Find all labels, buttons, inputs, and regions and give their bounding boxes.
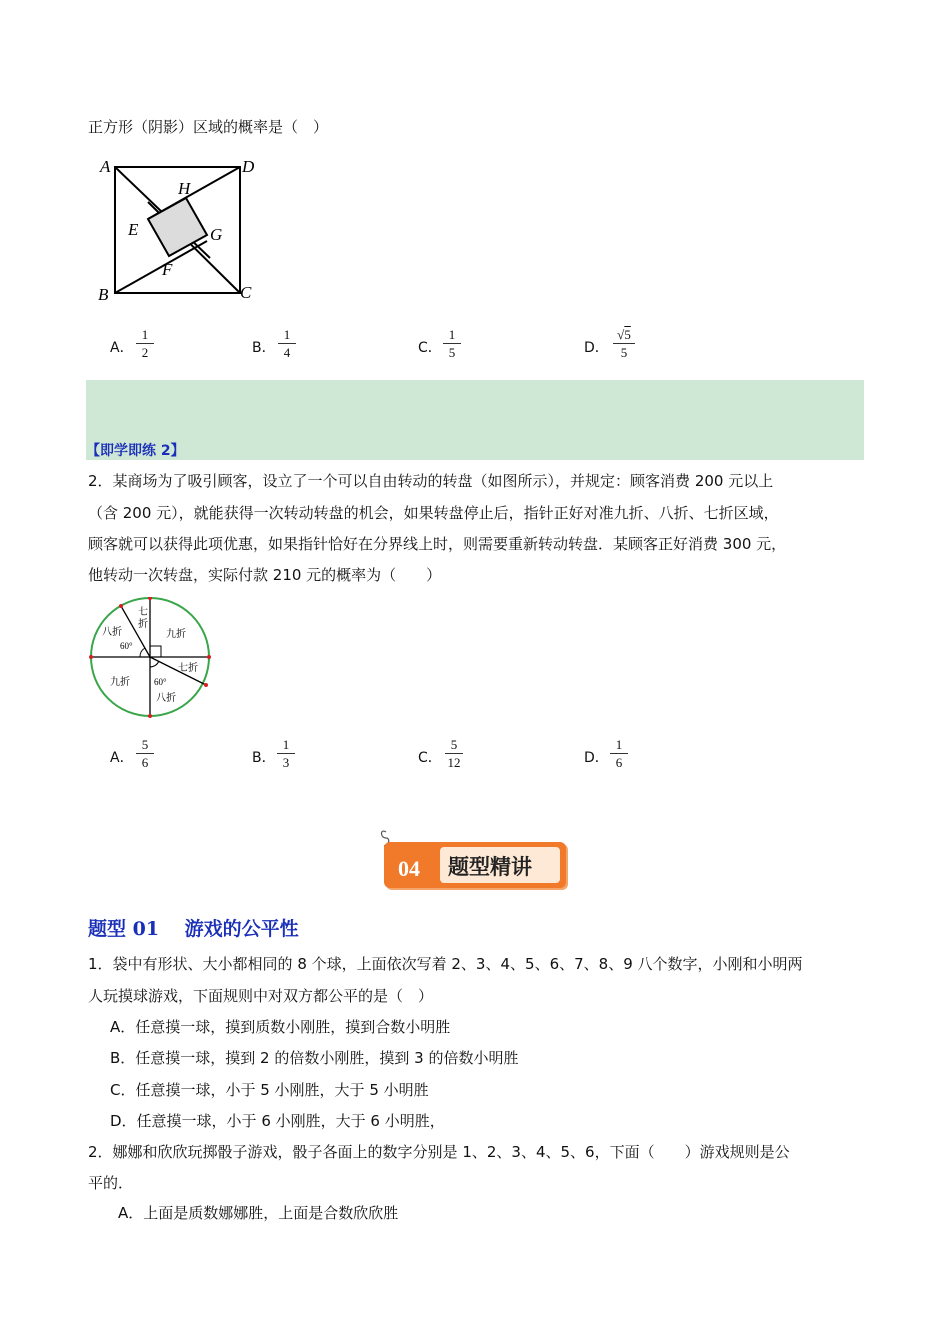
p2-option-a: A．上面是质数娜娜胜，上面是合数欣欣胜 (118, 1204, 399, 1222)
fraction: 1 2 (134, 327, 156, 360)
square-figure (92, 152, 262, 304)
sqrt-icon: √ (617, 327, 625, 342)
p2-line-2: 平的． (88, 1174, 134, 1192)
label-c: C (240, 283, 252, 302)
fraction: 1 6 (608, 737, 630, 770)
label-nine-right: 九折 (166, 629, 186, 640)
p1-option-b: B．任意摸一球，摸到 2 的倍数小刚胜，摸到 3 的倍数小明胜 (110, 1049, 519, 1067)
q2-line-2: （含 200 元），就能获得一次转动转盘的机会，如果转盘停止后，指针正好对准九折、八折、七折区域， (88, 504, 779, 522)
practice-banner (86, 380, 864, 460)
badge-number: 04 (398, 856, 420, 881)
label-nine-left: 九折 (110, 677, 130, 688)
label-seven-right: 七折 (178, 663, 198, 674)
p1-line-1: 1．袋中有形状、大小都相同的 8 个球，上面依次写着 2、3、4、5、6、7、8、9 八个数字，小刚和小明两 (88, 955, 803, 973)
label-angle-2: 60° (154, 677, 167, 687)
badge-title: 题型精讲 (448, 855, 532, 879)
label-e: E (128, 220, 139, 239)
p2-line-1: 2．娜娜和欣欣玩掷骰子游戏，骰子各面上的数字分别是 1、2、3、4、5、6，下面（ ）游戏规则是公 (88, 1143, 790, 1161)
fraction: 1 3 (275, 737, 297, 770)
label-g: G (210, 225, 223, 244)
p1-option-a: A．任意摸一球，摸到质数小刚胜，摸到合数小明胜 (110, 1018, 451, 1036)
q2-line-3: 顾客就可以获得此项优惠，如果指针恰好在分界线上时，则需要重新转动转盘．某顾客正好消费 300 元， (88, 535, 787, 553)
label-eight-bottom: 八折 (156, 693, 176, 704)
q2-line-1: 2．某商场为了吸引顾客，设立了一个可以自由转动的转盘（如图所示），并规定：顾客消费 200 元以上 (88, 472, 774, 490)
label-seven-top-2: 折 (138, 619, 148, 630)
q2-line-4: 他转动一次转盘，实际付款 210 元的概率为（ ） (88, 566, 442, 584)
fraction: 5 12 (443, 737, 465, 770)
practice-label: 【即学即练 2】 (86, 443, 185, 459)
right-angle-mark (150, 646, 161, 657)
label-eight-left: 八折 (102, 627, 122, 638)
line-bf (115, 241, 207, 293)
label-angle-1: 60° (120, 641, 133, 651)
label-b: B (98, 285, 109, 304)
section-badge (378, 826, 570, 894)
question-stem-tail: 正方形（阴影）区域的概率是（ ） (88, 118, 329, 136)
fraction-sqrt: √5 5 (611, 327, 637, 360)
label-h: H (178, 179, 191, 198)
p1-option-c: C．任意摸一球，小于 5 小刚胜，大于 5 小明胜 (110, 1081, 429, 1099)
label-a: A (100, 157, 111, 176)
fraction: 1 4 (276, 327, 298, 360)
discount-wheel (88, 597, 214, 721)
p1-option-d: D．任意摸一球，小于 6 小刚胜，大于 6 小明胜， (110, 1112, 445, 1130)
fraction: 1 5 (441, 327, 463, 360)
p1-line-2: 人玩摸球游戏，下面规则中对双方都公平的是（ ） (88, 987, 434, 1005)
label-d: D (242, 157, 255, 176)
fraction: 5 6 (134, 737, 156, 770)
label-seven-top-1: 七 (138, 607, 148, 618)
type-heading: 题型 01 游戏的公平性 (88, 918, 299, 940)
label-f: F (162, 260, 173, 279)
